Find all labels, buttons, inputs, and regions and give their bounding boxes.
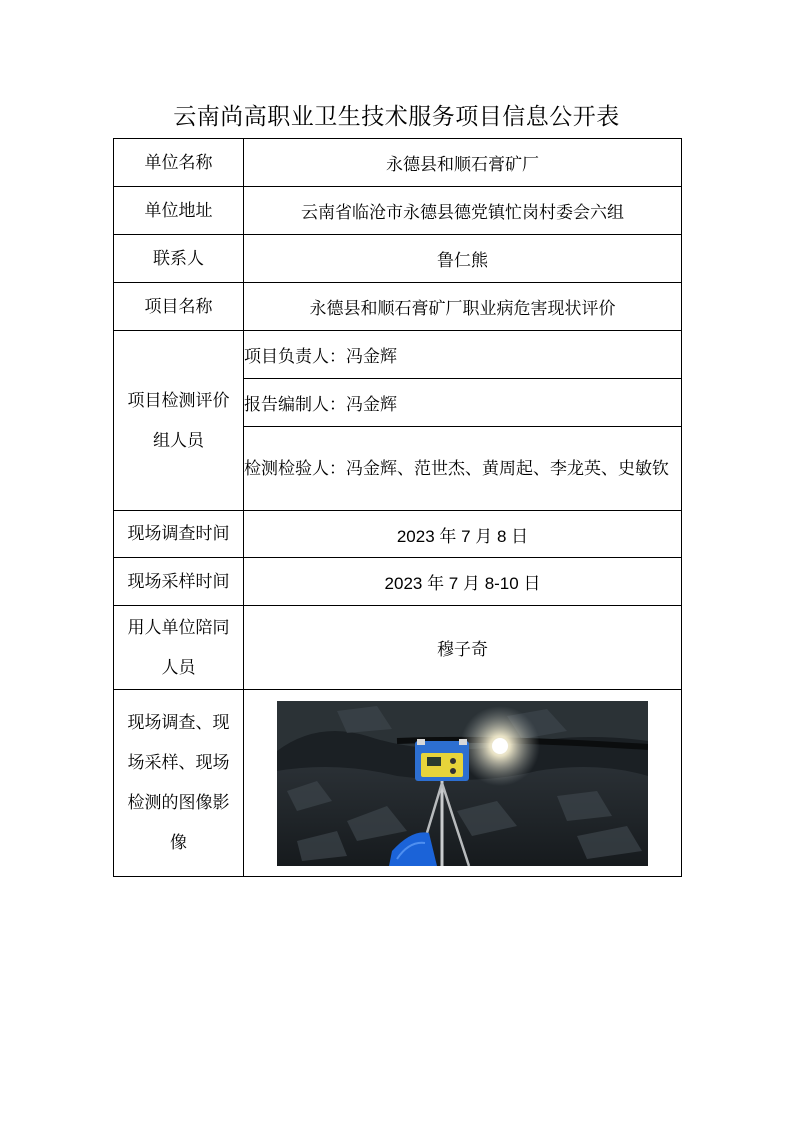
table-row bbox=[114, 283, 682, 331]
table-row bbox=[114, 139, 682, 187]
table-row bbox=[114, 558, 682, 606]
table-row bbox=[114, 511, 682, 558]
table-row bbox=[114, 187, 682, 235]
survey-time-label: 现场调查时间 bbox=[114, 511, 244, 558]
report-compiler: 报告编制人：冯金辉 bbox=[244, 379, 682, 427]
unit-address-value: 云南省临沧市永德县德党镇忙岗村委会六组 bbox=[244, 187, 682, 235]
table-row bbox=[114, 235, 682, 283]
survey-time-value: 2023 年 7 月 8 日 bbox=[244, 511, 682, 558]
site-photo-image bbox=[277, 701, 648, 866]
unit-name-label: 单位名称 bbox=[114, 139, 244, 187]
contact-value: 鲁仁熊 bbox=[244, 235, 682, 283]
project-leader: 项目负责人：冯金辉 bbox=[244, 331, 682, 379]
table-row bbox=[114, 690, 682, 877]
escort-label: 用人单位陪同人员 bbox=[114, 606, 244, 690]
team-label: 项目检测评价组人员 bbox=[114, 331, 244, 511]
info-table bbox=[113, 138, 682, 877]
unit-address-label: 单位地址 bbox=[114, 187, 244, 235]
table-row bbox=[114, 331, 682, 379]
project-name-label: 项目名称 bbox=[114, 283, 244, 331]
unit-name-value: 永德县和顺石膏矿厂 bbox=[244, 139, 682, 187]
table-row bbox=[114, 606, 682, 690]
images-cell bbox=[244, 690, 682, 877]
inspectors: 检测检验人：冯金辉、范世杰、黄周起、李龙英、史敏钦 bbox=[244, 427, 682, 511]
images-label: 现场调查、现场采样、现场检测的图像影像 bbox=[114, 690, 244, 877]
site-photo bbox=[277, 701, 648, 866]
contact-label: 联系人 bbox=[114, 235, 244, 283]
escort-value: 穆子奇 bbox=[244, 606, 682, 690]
sampling-time-label: 现场采样时间 bbox=[114, 558, 244, 606]
sampling-time-value: 2023 年 7 月 8-10 日 bbox=[244, 558, 682, 606]
project-name-value: 永德县和顺石膏矿厂职业病危害现状评价 bbox=[244, 283, 682, 331]
page-title: 云南尚高职业卫生技术服务项目信息公开表 bbox=[173, 104, 620, 130]
